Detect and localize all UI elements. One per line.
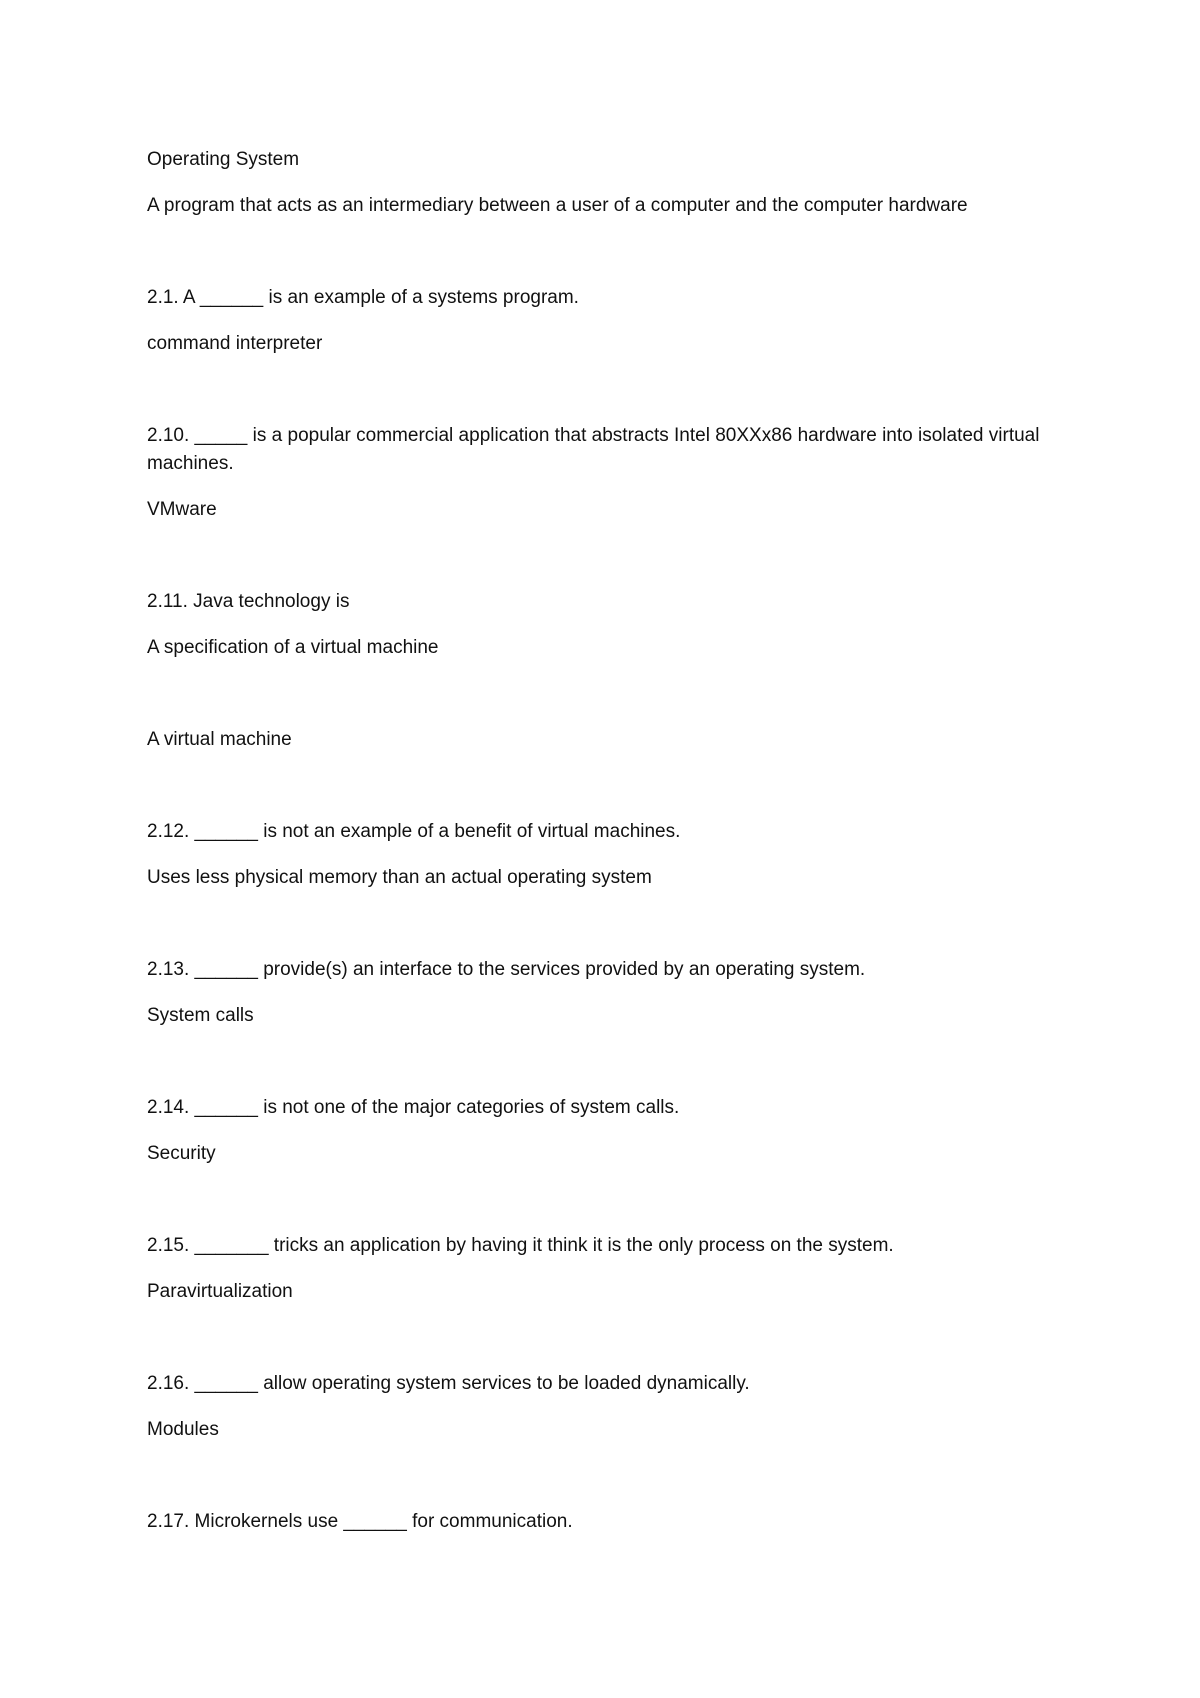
answer-text: Modules	[147, 1419, 219, 1440]
question-text: 2.12. ______ is not an example of a benefit of virtual machines.	[147, 821, 681, 842]
question-text: 2.16. ______ allow operating system services to be loaded dynamically.	[147, 1373, 750, 1394]
answer-text: Uses less physical memory than an actual operating system	[147, 867, 652, 888]
question-text: 2.1. A ______ is an example of a systems program.	[147, 287, 579, 308]
answer-text: Security	[147, 1143, 216, 1164]
definition-text: A program that acts as an intermediary between a user of a computer and the computer hardware	[147, 195, 968, 216]
question-text: 2.15. _______ tricks an application by having it think it is the only process on the system.	[147, 1235, 894, 1256]
question-text: 2.14. ______ is not one of the major categories of system calls.	[147, 1097, 680, 1118]
answer-text: System calls	[147, 1005, 254, 1026]
answer-text: command interpreter	[147, 333, 323, 354]
answer-text: Paravirtualization	[147, 1281, 293, 1302]
document-heading: Operating System	[147, 149, 300, 170]
question-text: 2.11. Java technology is	[147, 591, 350, 612]
answer-text: VMware	[147, 499, 217, 520]
answer-text: A specification of a virtual machine	[147, 637, 439, 658]
answer-text: A virtual machine	[147, 729, 292, 750]
question-text: 2.13. ______ provide(s) an interface to the services provided by an operating system.	[147, 959, 866, 980]
question-text: 2.17. Microkernels use ______ for communication.	[147, 1511, 573, 1532]
question-text: 2.10. _____ is a popular commercial application that abstracts Intel 80XXx86 hardware into isolated virtual machines.	[147, 425, 1040, 474]
